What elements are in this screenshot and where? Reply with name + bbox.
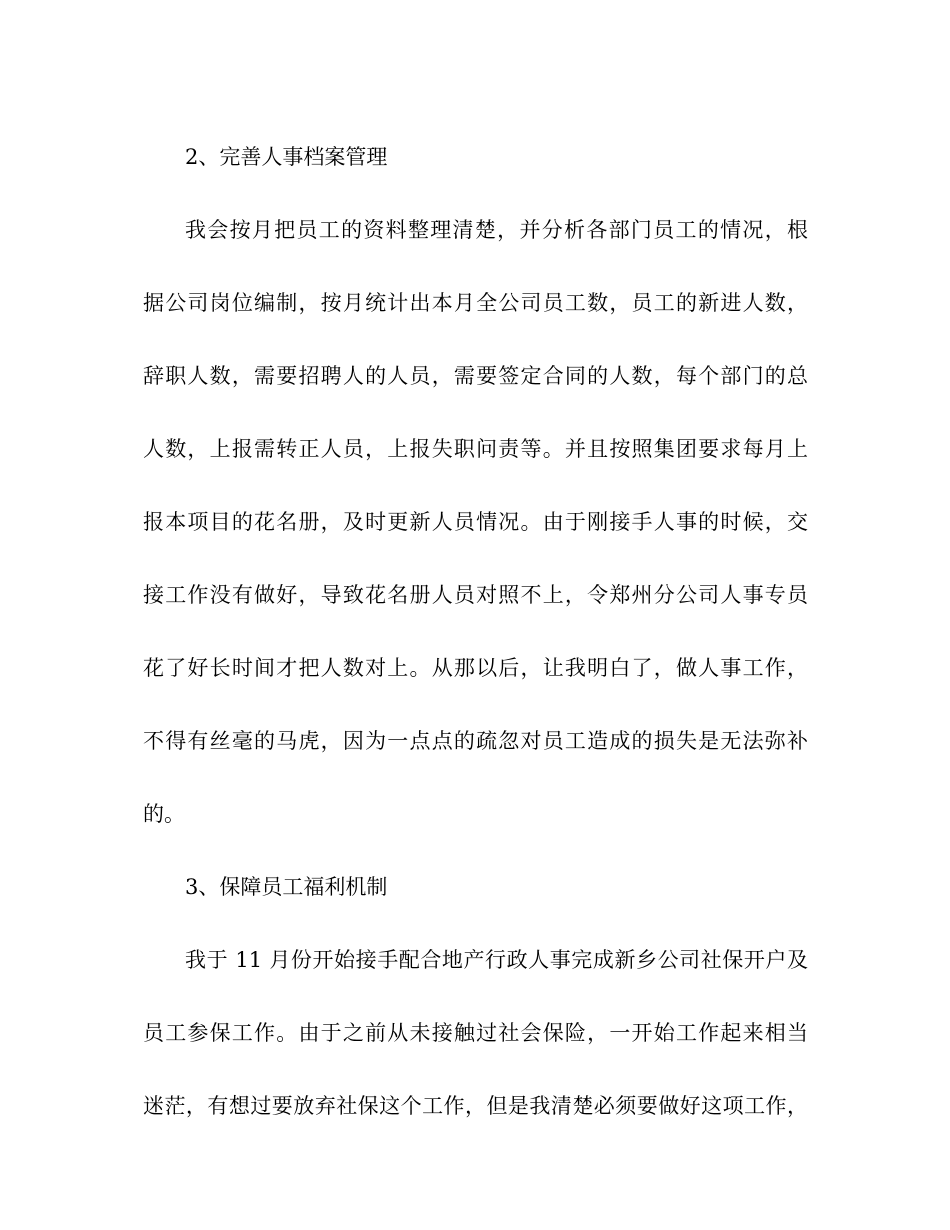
- paragraph-line: 我于 11 月份开始接手配合地产行政人事完成新乡公司社保开户及: [185, 948, 808, 972]
- paragraph-line: 花了好长时间才把人数对上。从那以后，让我明白了，做人事工作，: [143, 656, 808, 680]
- paragraph-line: 人数，上报需转正人员，上报失职问责等。并且按照集团要求每月上: [143, 437, 808, 461]
- document-body: [143, 135, 808, 1157]
- paragraph-line: 迷茫，有想过要放弃社保这个工作，但是我清楚必须要做好这项工作，: [143, 1094, 808, 1118]
- paragraph-line: 不得有丝毫的马虎，因为一点点的疏忽对员工造成的损失是无法弥补: [143, 729, 808, 753]
- paragraph-line: 报本项目的花名册，及时更新人员情况。由于刚接手人事的时候，交: [143, 510, 808, 534]
- section-heading: 2、完善人事档案管理: [185, 145, 388, 169]
- paragraph-line: 员工参保工作。由于之前从未接触过社会保险，一开始工作起来相当: [143, 1021, 808, 1045]
- paragraph-line: 接工作没有做好，导致花名册人员对照不上，令郑州分公司人事专员: [143, 583, 808, 607]
- paragraph-line: 辞职人数，需要招聘人的人员，需要签定合同的人数，每个部门的总: [143, 364, 808, 388]
- paragraph-line: 的。: [143, 802, 185, 826]
- paragraph-line: 据公司岗位编制，按月统计出本月全公司员工数，员工的新进人数，: [143, 291, 808, 315]
- paragraph-line: 我会按月把员工的资料整理清楚，并分析各部门员工的情况，根: [185, 218, 808, 242]
- section-heading: 3、保障员工福利机制: [185, 875, 388, 899]
